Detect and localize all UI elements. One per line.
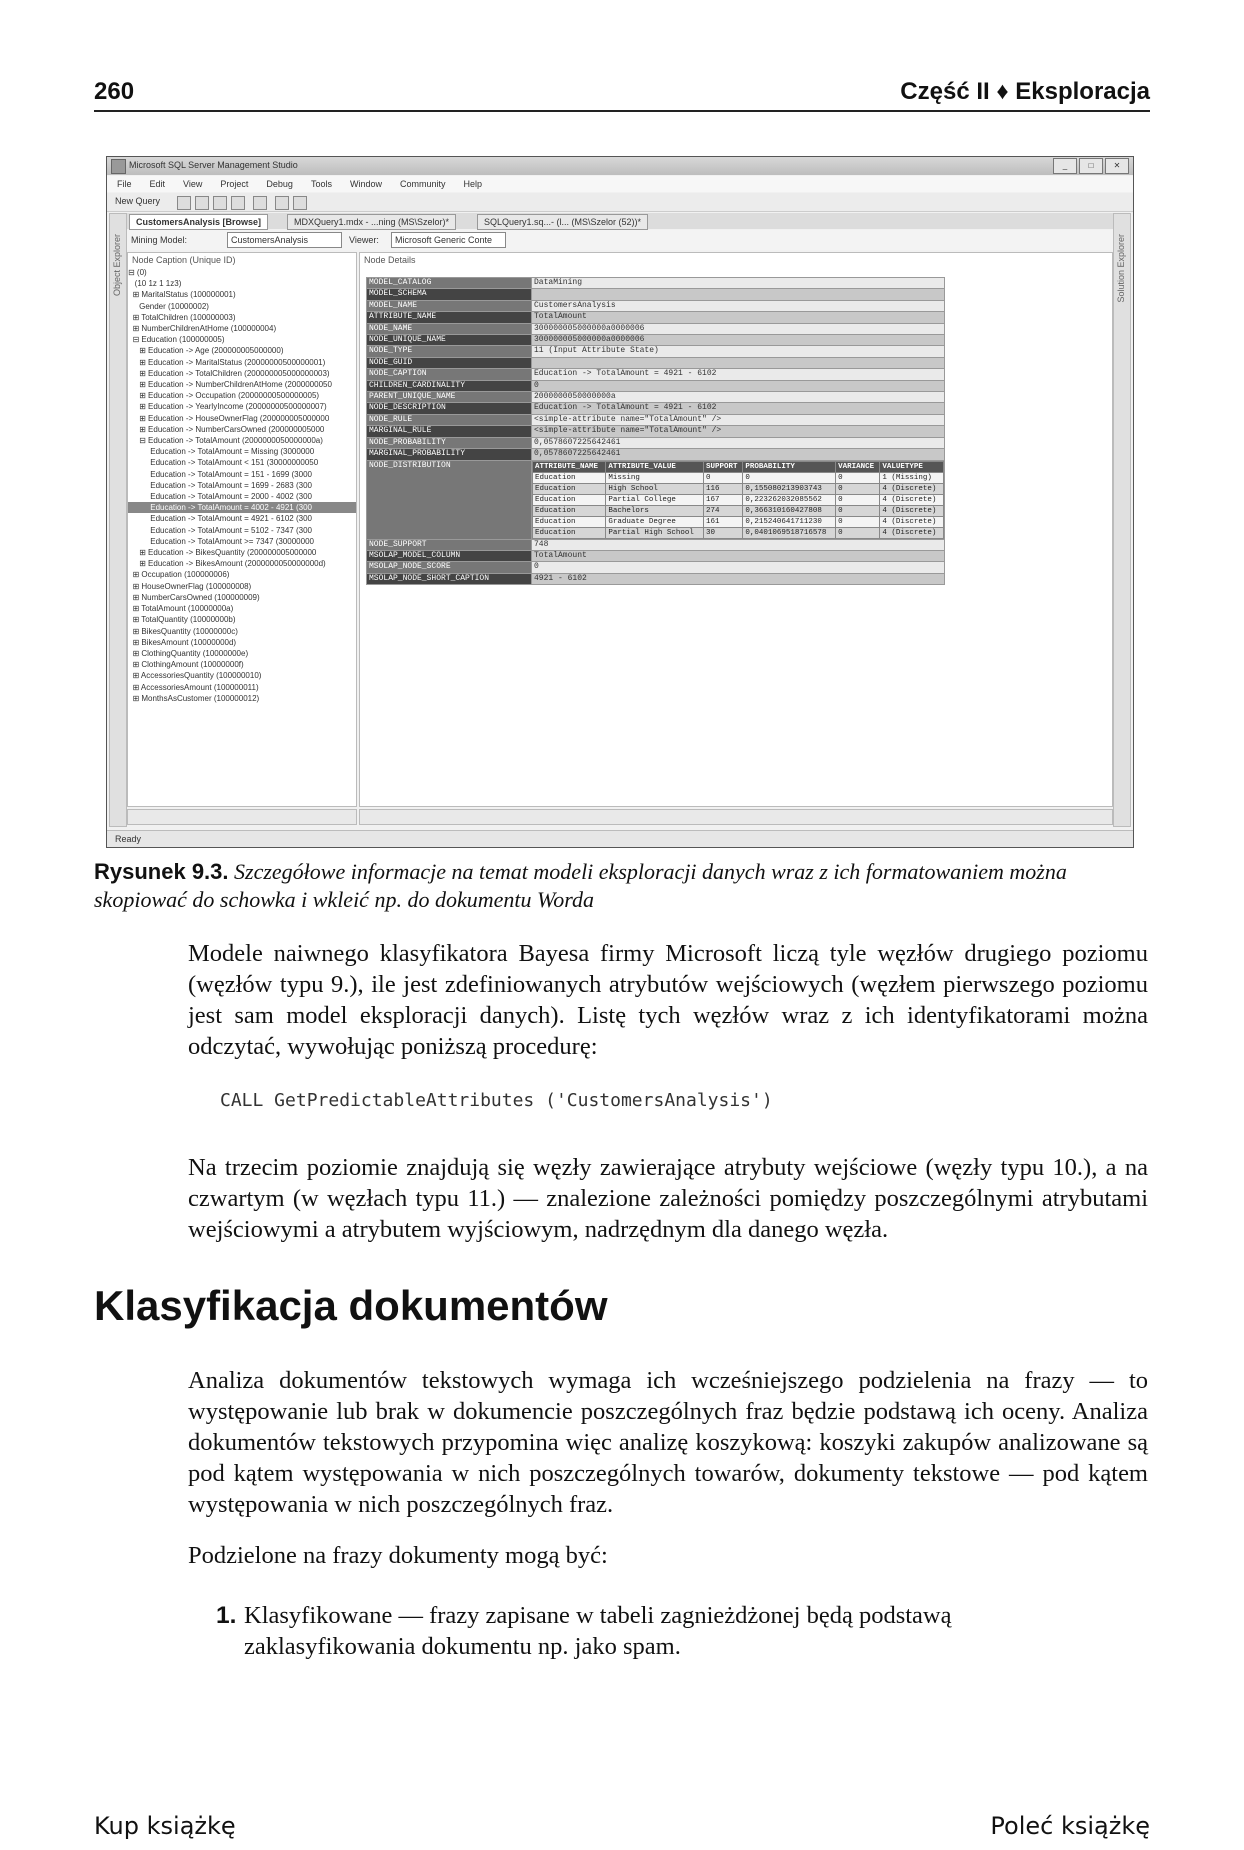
mining-model-label: Mining Model:: [131, 235, 188, 245]
tree-node[interactable]: ⊞ HouseOwnerFlag (100000008): [128, 581, 252, 591]
tree-node[interactable]: Education -> TotalAmount = Missing (3000000: [128, 447, 315, 457]
ssms-screenshot: [106, 156, 1134, 848]
menu-bar: [107, 176, 1133, 192]
detail-value: 0: [532, 380, 945, 391]
distribution-data-row: [533, 527, 944, 538]
distribution-cell-value: 0: [836, 505, 880, 516]
distribution-cell-value: 4 (Discrete): [880, 527, 944, 538]
distribution-column-header: VARIANCE: [836, 461, 880, 472]
distribution-cell-value: Education: [533, 527, 606, 538]
distribution-cell-value: Partial High School: [606, 527, 704, 538]
detail-value: 748: [532, 539, 945, 550]
distribution-cell-value: 167: [703, 494, 742, 505]
detail-key: ATTRIBUTE_NAME: [367, 312, 532, 323]
detail-value: <simple-attribute name="TotalAmount" />: [532, 426, 945, 437]
distribution-cell-value: Missing: [606, 472, 704, 483]
menu-file[interactable]: File: [117, 179, 132, 189]
tree-node[interactable]: ⊞ Occupation (100000006): [128, 570, 230, 580]
tree-node[interactable]: ⊞ Education -> BikesQuantity (200000005000000: [128, 548, 317, 558]
distribution-cell-value: 0: [703, 472, 742, 483]
tree-node[interactable]: ⊟ Education (100000005): [128, 335, 225, 345]
distribution-cell-value: 0: [743, 472, 836, 483]
distribution-column-header: ATTRIBUTE_VALUE: [606, 461, 704, 472]
tree-node[interactable]: Education -> TotalAmount = 151 - 1699 (3000: [128, 469, 312, 479]
distribution-column-header: ATTRIBUTE_NAME: [533, 461, 606, 472]
detail-key: PARENT_UNIQUE_NAME: [367, 392, 532, 403]
tree-node[interactable]: ⊞ Education -> BikesAmount (2000000050000000d): [128, 559, 326, 569]
node-tree[interactable]: [128, 267, 356, 704]
detail-value: 4921 - 6102: [532, 573, 945, 584]
tree-node[interactable]: Education -> TotalAmount = 4002 - 4921 (300: [128, 502, 356, 513]
node-distribution-table: [532, 461, 944, 539]
tree-node[interactable]: ⊞ MonthsAsCustomer (100000012): [128, 693, 260, 703]
detail-value: 0,0578607225642461: [532, 437, 945, 448]
detail-key: NODE_TYPE: [367, 346, 532, 357]
detail-value: CustomersAnalysis: [532, 300, 945, 311]
detail-row: [367, 562, 945, 573]
menu-view[interactable]: View: [183, 179, 203, 189]
list-item: [216, 1600, 1096, 1662]
detail-key: NODE_UNIQUE_NAME: [367, 335, 532, 346]
detail-row: [367, 335, 945, 346]
tree-node[interactable]: Gender (10000002): [128, 301, 209, 311]
tree-node[interactable]: ⊞ Education -> Age (200000005000000): [128, 346, 284, 356]
detail-key: NODE_CAPTION: [367, 369, 532, 380]
viewer-select[interactable]: Microsoft Generic Conte: [391, 232, 506, 248]
document-tabs: [127, 213, 1113, 229]
distribution-cell-value: Bachelors: [606, 505, 704, 516]
solution-explorer-label: Solution Explorer: [1116, 234, 1126, 303]
maximize-button[interactable]: □: [1079, 158, 1103, 174]
distribution-cell-value: 0: [836, 494, 880, 505]
window-titlebar: [107, 157, 1133, 175]
distribution-data-row: [533, 472, 944, 483]
detail-key: MODEL_CATALOG: [367, 278, 532, 289]
distribution-cell-value: High School: [606, 483, 704, 494]
distribution-column-header: VALUETYPE: [880, 461, 944, 472]
detail-key: MODEL_SCHEMA: [367, 289, 532, 300]
toolbar-icon[interactable]: [253, 196, 267, 210]
tab-customers-analysis[interactable]: CustomersAnalysis [Browse]: [129, 214, 268, 230]
tree-horizontal-scrollbar[interactable]: [127, 809, 357, 825]
detail-key: NODE_PROBABILITY: [367, 437, 532, 448]
menu-edit[interactable]: Edit: [149, 179, 166, 189]
node-details-pane: [359, 252, 1113, 807]
page-header: [94, 74, 1150, 112]
distribution-data-row: [533, 516, 944, 527]
tree-node[interactable]: Education -> TotalAmount = 1699 - 2683 (300: [128, 480, 312, 490]
node-details-table: [366, 277, 945, 585]
menu-debug[interactable]: Debug: [266, 179, 293, 189]
new-query-button[interactable]: New Query: [115, 196, 161, 206]
tree-node[interactable]: Education -> TotalAmount < 151 (30000000050: [128, 458, 319, 468]
detail-value: <simple-attribute name="TotalAmount" />: [532, 414, 945, 425]
detail-key: MODEL_NAME: [367, 300, 532, 311]
distribution-data-row: [533, 505, 944, 516]
figure-caption: [94, 858, 1154, 914]
detail-value: 300000005000000a0000006: [532, 335, 945, 346]
detail-value: Education -> TotalAmount = 4921 - 6102: [532, 369, 945, 380]
distribution-cell-value: 0,223262032085562: [743, 494, 836, 505]
detail-value: DataMining: [532, 278, 945, 289]
list-text: Klasyfikowane — frazy zapisane w tabeli zagnieżdżonej będą podstawą zaklasyfikowania dokumentu np. jako spam.: [244, 1602, 952, 1660]
detail-value: TotalAmount: [532, 312, 945, 323]
node-tree-pane: [127, 252, 357, 807]
distribution-data-row: [533, 483, 944, 494]
detail-value: 300000005000000a0000006: [532, 323, 945, 334]
detail-row: [367, 346, 945, 357]
paragraph-1: Modele naiwnego klasyfikatora Bayesa firmy Microsoft liczą tyle węzłów drugiego poziomu (węzłów typu 9.), ile jest zdefiniowanych atrybutów wejściowych (węzłem pierwszego poziomu jest sam model eksploracji danych). Listę tych węzłów wraz z ich identyfikatorami można odczytać, wywołując poniższą procedurę:: [188, 940, 1148, 1060]
tree-node[interactable]: ⊞ NumberChildrenAtHome (100000004): [128, 324, 277, 334]
detail-value: [532, 357, 945, 368]
detail-row: [367, 539, 945, 550]
detail-key: MSOLAP_NODE_SHORT_CAPTION: [367, 573, 532, 584]
object-explorer-sidebar[interactable]: [109, 213, 127, 827]
distribution-cell-value: Education: [533, 516, 606, 527]
detail-key: NODE_RULE: [367, 414, 532, 425]
detail-value: Education -> TotalAmount = 4921 - 6102: [532, 403, 945, 414]
distribution-cell-value: Education: [533, 505, 606, 516]
page-number: 260: [94, 78, 135, 105]
code-line: CALL GetPredictableAttributes ('CustomersAnalysis'): [220, 1090, 773, 1111]
distribution-cell-value: Graduate Degree: [606, 516, 704, 527]
detail-row: [367, 278, 945, 289]
distribution-cell-value: Education: [533, 494, 606, 505]
distribution-row: [367, 460, 945, 539]
detail-row: [367, 550, 945, 561]
tree-node[interactable]: ⊞ Education -> MaritalStatus (20000000500000001): [128, 357, 326, 367]
distribution-cell-value: 0: [836, 516, 880, 527]
distribution-column-header: PROBABILITY: [743, 461, 836, 472]
minimize-button[interactable]: _: [1053, 158, 1077, 174]
tree-node[interactable]: ⊞ Education -> TotalChildren (200000005000000003): [128, 368, 330, 378]
tree-node[interactable]: ⊟ (0): [128, 268, 147, 277]
distribution-cell-value: Partial College: [606, 494, 704, 505]
distribution-data-row: [533, 494, 944, 505]
toolbar-icon[interactable]: [231, 196, 245, 210]
detail-row: [367, 573, 945, 584]
detail-row: [367, 369, 945, 380]
distribution-cell-value: 0,366310160427808: [743, 505, 836, 516]
distribution-cell-value: 0: [836, 472, 880, 483]
part-title: Część II ♦ Eksploracja: [900, 78, 1150, 105]
distribution-cell-value: 4 (Discrete): [880, 505, 944, 516]
tree-node[interactable]: ⊞ BikesAmount (10000000d): [128, 637, 237, 647]
details-horizontal-scrollbar[interactable]: [359, 809, 1113, 825]
detail-key: CHILDREN_CARDINALITY: [367, 380, 532, 391]
figure-label: Rysunek 9.3.: [94, 859, 229, 884]
model-toolbar: [127, 230, 1113, 250]
menu-tools[interactable]: Tools: [310, 179, 332, 189]
status-bar: Ready: [107, 830, 1133, 847]
mining-model-select[interactable]: CustomersAnalysis: [227, 232, 342, 248]
tree-node[interactable]: Education -> TotalAmount >= 7347 (30000000: [128, 536, 314, 546]
detail-key: MSOLAP_NODE_SCORE: [367, 562, 532, 573]
menu-community[interactable]: Community: [399, 179, 446, 189]
tab-mdx-query[interactable]: MDXQuery1.mdx - ...ning (MS\Szelor)*: [287, 214, 456, 230]
object-explorer-label: Object Explorer: [112, 234, 122, 297]
tree-node[interactable]: ⊞ Education -> NumberCarsOwned (200000005000: [128, 424, 325, 434]
close-button[interactable]: ✕: [1105, 158, 1129, 174]
tree-node[interactable]: Education -> TotalAmount = 2000 - 4002 (300: [128, 492, 312, 502]
detail-row: [367, 449, 945, 460]
tree-node[interactable]: Education -> TotalAmount = 5102 - 7347 (300: [128, 525, 312, 535]
detail-row: [367, 323, 945, 334]
distribution-cell-value: 1 (Missing): [880, 472, 944, 483]
tree-node[interactable]: ⊞ ClothingQuantity (10000000e): [128, 648, 249, 658]
section-heading: Klasyfikacja dokumentów: [94, 1282, 608, 1329]
detail-row: [367, 300, 945, 311]
distribution-cell-value: Education: [533, 472, 606, 483]
menu-project[interactable]: Project: [220, 179, 249, 189]
tree-node[interactable]: ⊞ ClothingAmount (10000000f): [128, 660, 244, 670]
detail-key: MSOLAP_MODEL_COLUMN: [367, 550, 532, 561]
menu-window[interactable]: Window: [349, 179, 382, 189]
tree-node[interactable]: ⊞ Education -> Occupation (20000000500000005): [128, 391, 320, 401]
distribution-cell-value: 0: [836, 527, 880, 538]
toolbar-icon[interactable]: [213, 196, 227, 210]
distribution-cell-value: 274: [703, 505, 742, 516]
save-icon[interactable]: [275, 196, 289, 210]
tree-node[interactable]: ⊞ Education -> YearlyIncome (20000000500000007): [128, 402, 327, 412]
detail-row: [367, 403, 945, 414]
distribution-cell-value: 0: [836, 483, 880, 494]
tree-node[interactable]: ⊞ Education -> HouseOwnerFlag (200000005000000: [128, 413, 330, 423]
tree-node[interactable]: ⊞ Education -> NumberChildrenAtHome (2000000050: [128, 380, 332, 390]
details-caption: Node Details: [364, 255, 416, 265]
distribution-cell-value: 0,155080213903743: [743, 483, 836, 494]
distribution-cell-value: 116: [703, 483, 742, 494]
detail-key: NODE_GUID: [367, 357, 532, 368]
solution-explorer-sidebar[interactable]: [1113, 213, 1131, 827]
tree-node[interactable]: ⊞ TotalChildren (100000003): [128, 312, 236, 322]
tree-node[interactable]: ⊞ BikesQuantity (10000000c): [128, 626, 238, 636]
tree-node[interactable]: ⊞ TotalAmount (10000000a): [128, 604, 234, 614]
save-all-icon[interactable]: [293, 196, 307, 210]
paragraph-2: Na trzecim poziomie znajdują się węzły zawierające atrybuty wejściowe (węzły typu 10.), a na czwartym (w węzłach typu 11.) — znalezione zależności pomiędzy poszczególnymi atrybutami wejściowymi a atrybutem wyjściowym, nadrzędnym dla danego węzła.: [188, 1154, 1148, 1243]
detail-key: NODE_SUPPORT: [367, 539, 532, 550]
detail-row: [367, 289, 945, 300]
distribution-column-header: SUPPORT: [703, 461, 742, 472]
detail-value: 0,0578607225642461: [532, 449, 945, 460]
distribution-cell-value: 0,0401069518716578: [743, 527, 836, 538]
paragraph-3: Analiza dokumentów tekstowych wymaga ich wcześniejszego podzielenia na frazy — to występowanie lub brak w dokumencie poszczególnych fraz będzie podstawą ich oceny. Analiza dokumentów tekstowych przypomina więc analizę koszykową: koszyki zakupów analizowane są pod kątem występowania w nich poszczególnych towarów, dokumenty tekstowe — pod kątem występowania w nich poszczególnych fraz.: [188, 1367, 1148, 1518]
tree-node[interactable]: ⊞ MaritalStatus (100000001): [128, 290, 236, 300]
window-title: Microsoft SQL Server Management Studio: [129, 160, 298, 170]
buy-book-link[interactable]: Kup książkę: [94, 1812, 236, 1840]
distribution-cell-value: 161: [703, 516, 742, 527]
detail-row: [367, 426, 945, 437]
app-icon: [111, 159, 126, 174]
tree-node[interactable]: ⊞ TotalQuantity (10000000b): [128, 615, 236, 625]
detail-row: [367, 437, 945, 448]
tree-node[interactable]: ⊞ NumberCarsOwned (100000009): [128, 592, 260, 602]
distribution-cell-value: 0,215240641711230: [743, 516, 836, 527]
tree-node[interactable]: ⊞ AccessoriesQuantity (100000010): [128, 671, 262, 681]
detail-value: TotalAmount: [532, 550, 945, 561]
tree-node[interactable]: Education -> TotalAmount = 4921 - 6102 (300: [128, 514, 312, 524]
list-number: 1.: [216, 1602, 237, 1629]
tree-caption: Node Caption (Unique ID): [132, 255, 236, 265]
distribution-cell-value: 4 (Discrete): [880, 494, 944, 505]
detail-key: NODE_DESCRIPTION: [367, 403, 532, 414]
figure-text: Szczegółowe informacje na temat modeli eksploracji danych wraz z ich formatowaniem można skopiować do schowka i wkleić np. do dokumentu Worda: [94, 859, 1067, 912]
paragraph-4: Podzielone na frazy dokumenty mogą być:: [188, 1542, 608, 1569]
detail-value: 2000000050000000a: [532, 392, 945, 403]
distribution-cell-value: 4 (Discrete): [880, 483, 944, 494]
detail-value: 0: [532, 562, 945, 573]
detail-key: MARGINAL_RULE: [367, 426, 532, 437]
detail-value: [532, 289, 945, 300]
tree-node[interactable]: (10 1z 1 1z3): [128, 279, 182, 289]
tree-node[interactable]: ⊞ AccessoriesAmount (100000011): [128, 682, 259, 692]
detail-row: [367, 392, 945, 403]
menu-help[interactable]: Help: [463, 179, 482, 189]
tab-sql-query[interactable]: SQLQuery1.sq...- (l... (MS\Szelor (52))*: [477, 214, 648, 230]
tree-node[interactable]: ⊟ Education -> TotalAmount (2000000050000000a): [128, 436, 323, 446]
distribution-cell-value: 30: [703, 527, 742, 538]
recommend-book-link[interactable]: Poleć książkę: [990, 1812, 1150, 1840]
detail-row: [367, 414, 945, 425]
distribution-header: [533, 461, 944, 472]
detail-value: 11 (Input Attribute State): [532, 346, 945, 357]
detail-row: [367, 357, 945, 368]
distribution-cell-value: Education: [533, 483, 606, 494]
detail-key: MARGINAL_PROBABILITY: [367, 449, 532, 460]
detail-key: NODE_NAME: [367, 323, 532, 334]
detail-row: [367, 312, 945, 323]
detail-row: [367, 380, 945, 391]
distribution-cell: [532, 460, 945, 539]
toolbar: [107, 193, 1133, 212]
toolbar-icon[interactable]: [177, 196, 191, 210]
toolbar-icon[interactable]: [195, 196, 209, 210]
detail-key: NODE_DISTRIBUTION: [367, 460, 532, 539]
distribution-cell-value: 4 (Discrete): [880, 516, 944, 527]
viewer-label: Viewer:: [349, 235, 379, 245]
